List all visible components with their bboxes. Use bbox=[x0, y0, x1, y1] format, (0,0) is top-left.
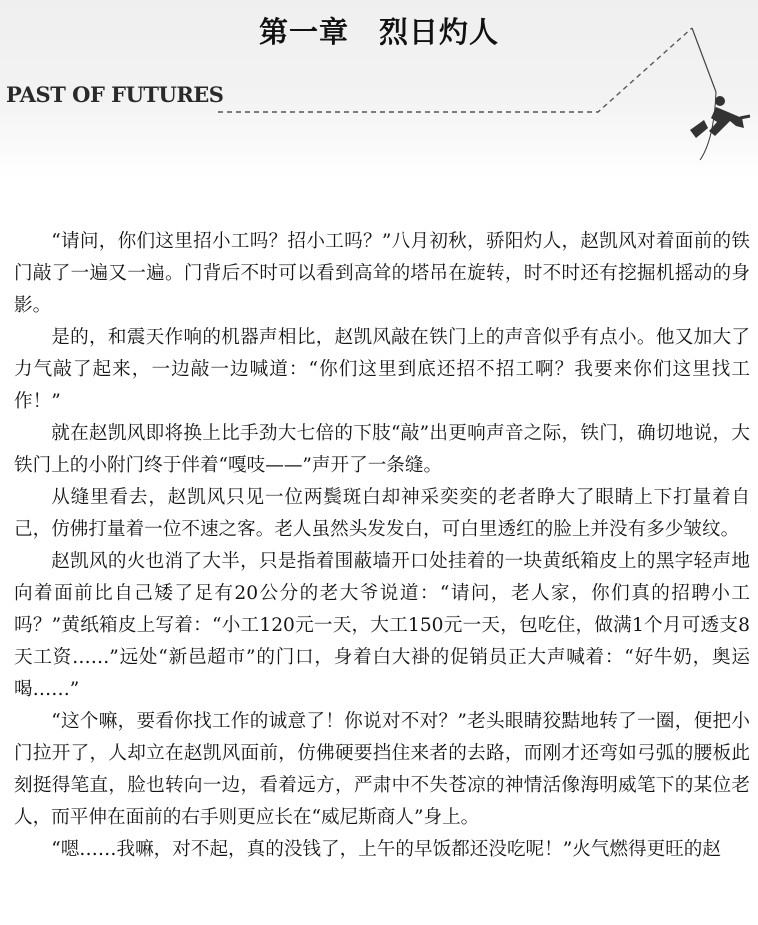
paragraph: “请问，你们这里招小工吗？招小工吗？”八月初秋，骄阳灼人，赵凯风对着面前的铁门敲了一遍又一遍。门背后不时可以看到高耸的塔吊在旋转，时不时还有挖掘机摇动的身影。 bbox=[14, 231, 750, 316]
paragraph: 是的，和震天作响的机器声相比，赵凯风敲在铁门上的声音似乎有点小。他又加大了力气敲了起来，一边敲一边喊道：“你们这里到底还招不招工啊？我要来你们这里找工作！” bbox=[14, 327, 750, 412]
paragraph: 从缝里看去，赵凯风只见一位两鬓斑白却神采奕奕的老者睁大了眼睛上下打量着自己，仿佛打量着一位不速之客。老人虽然头发发白，可白里透红的脸上并没有多少皱纹。 bbox=[14, 487, 750, 540]
paragraph: “这个嘛，要看你找工作的诚意了！你说对不对？”老头眼睛狡黠地转了一圈，便把小门拉开了，人却立在赵凯风面前，仿佛硬要挡住来者的去路，而刚才还弯如弓弧的腰板此刻挺得笔直，脸也转向一边，看着远方，严肃中不失苍凉的神情活像海明威笔下的某位老人，而平伸在面前的右手则更应长在“威尼斯商人”身上。 bbox=[14, 711, 750, 828]
paragraph: 就在赵凯风即将换上比手劲大七倍的下肢“敲”出更响声音之际，铁门，确切地说，大铁门上的小附门终于伴着“嘎吱——”声开了一条缝。 bbox=[14, 423, 750, 476]
series-name: PAST OF FUTURES bbox=[6, 82, 224, 107]
rock-climber-icon bbox=[690, 92, 750, 160]
paragraph: 赵凯风的火也消了大半，只是指着围蔽墙开口处挂着的一块黄纸箱皮上的黑字轻声地向着面前比自己矮了足有20公分的老大爷说道：“请问，老人家，你们真的招聘小工吗？”黄纸箱皮上写着：“小工120元一天，大工150元一天，包吃住，做满1个月可透支8天工资……”远处“新邑超市”的门口，身着白大褂的促销员正大声喊着：“好牛奶，奥运喝……” bbox=[14, 551, 750, 700]
paragraph: “嗯……我嘛，对不起，真的没钱了，上午的早饭都还没吃呢！”火气燃得更旺的赵 bbox=[51, 839, 721, 860]
body-text bbox=[14, 226, 750, 866]
chapter-title: 第一章 烈日灼人 bbox=[258, 15, 499, 49]
